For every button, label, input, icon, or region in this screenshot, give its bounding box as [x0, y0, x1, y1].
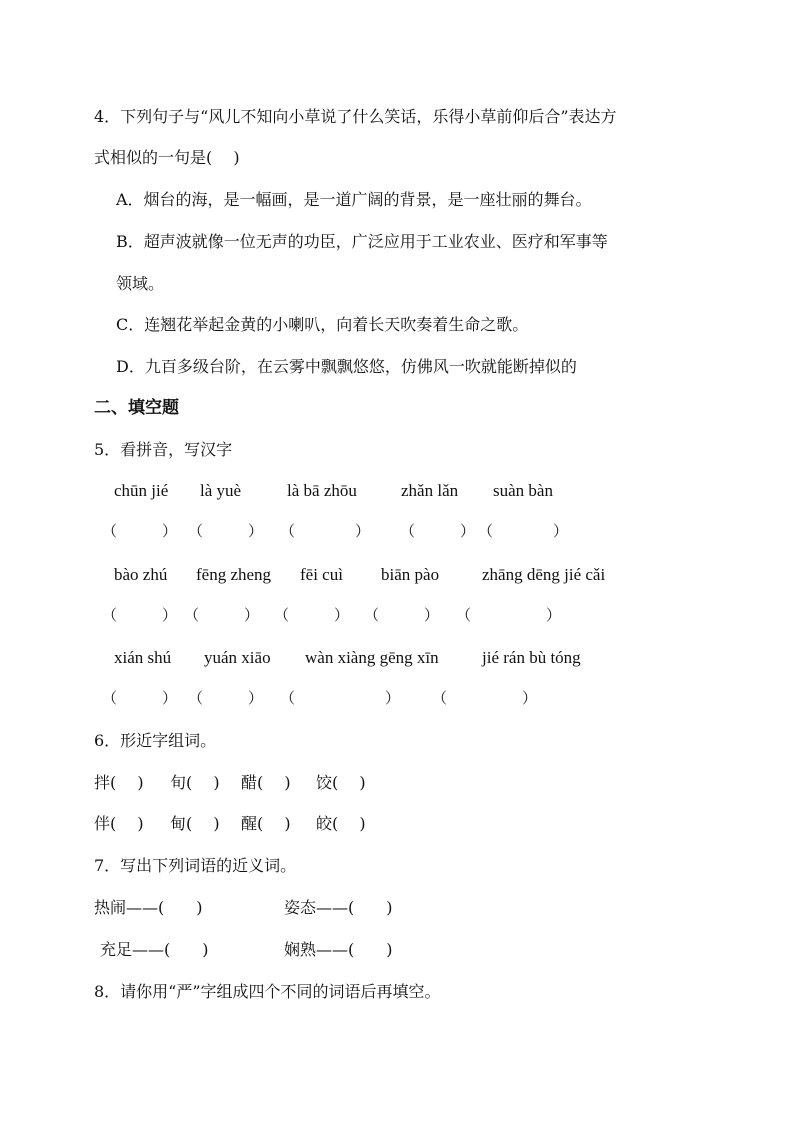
similar-char-item[interactable]: 伴( ) — [94, 814, 144, 833]
section-heading: 二、填空题 — [94, 398, 179, 418]
similar-char-item[interactable]: 皎( ) — [316, 814, 366, 833]
q4-stem-line1: 4．下列句子与“风儿不知向小草说了什么笑话，乐得小草前仰后合”表达方 — [94, 107, 617, 126]
pinyin-item: bào zhú — [114, 565, 168, 584]
answer-blank[interactable]: （ ） — [102, 608, 178, 624]
answer-blank[interactable]: （ ） — [188, 524, 264, 540]
answer-blank[interactable]: （ ） — [432, 691, 538, 707]
pinyin-item: là yuè — [200, 481, 242, 500]
answer-blank[interactable]: （ ） — [478, 524, 569, 540]
q4-stem-line2: 式相似的一句是( ) — [94, 148, 240, 167]
q4-option-d: D．九百多级台阶，在云雾中飘飘悠悠，仿佛风一吹就能断掉似的 — [116, 357, 577, 376]
answer-blank[interactable]: （ ） — [184, 608, 260, 624]
answer-blank[interactable]: （ ） — [102, 524, 178, 540]
synonym-item[interactable]: 充足——( ) — [100, 940, 209, 959]
pinyin-item: zhǎn lǎn — [401, 481, 459, 500]
answer-blank[interactable]: （ ） — [400, 524, 476, 540]
q8-title: 8．请你用“严”字组成四个不同的词语后再填空。 — [94, 982, 441, 1001]
q5-title: 5．看拼音，写汉字 — [94, 440, 233, 459]
similar-char-item[interactable]: 拌( ) — [94, 773, 144, 792]
q4-option-a: A．烟台的海，是一幅画，是一道广阔的背景，是一座壮丽的舞台。 — [116, 190, 592, 209]
similar-char-item[interactable]: 饺( ) — [316, 773, 366, 792]
pinyin-item: chūn jié — [114, 481, 169, 500]
answer-blank[interactable]: （ ） — [456, 608, 562, 624]
q4-option-c: C．连翘花举起金黄的小喇叭，向着长天吹奏着生命之歌。 — [116, 315, 529, 334]
q4-option-b-line2: 领域。 — [116, 274, 165, 293]
pinyin-item: jié rán bù tóng — [482, 648, 581, 667]
answer-blank[interactable]: （ ） — [274, 608, 350, 624]
answer-blank[interactable]: （ ） — [280, 691, 401, 707]
pinyin-item: là bā zhōu — [287, 481, 357, 500]
answer-blank[interactable]: （ ） — [188, 691, 264, 707]
pinyin-item: suàn bàn — [493, 481, 553, 500]
pinyin-item: xián shú — [114, 648, 172, 667]
q4-option-b-line1: B．超声波就像一位无声的功臣，广泛应用于工业农业、医疗和军事等 — [116, 232, 608, 251]
synonym-item[interactable]: 姿态——( ) — [284, 898, 393, 917]
pinyin-item: fēng zheng — [196, 565, 272, 584]
answer-blank[interactable]: （ ） — [280, 524, 371, 540]
pinyin-item: wàn xiàng gēng xīn — [305, 648, 439, 667]
pinyin-item: yuán xiāo — [204, 648, 271, 667]
pinyin-item: biān pào — [381, 565, 440, 584]
similar-char-item[interactable]: 甸( ) — [170, 814, 220, 833]
synonym-item[interactable]: 娴熟——( ) — [284, 940, 393, 959]
pinyin-item: zhāng dēng jié cǎi — [482, 565, 606, 584]
similar-char-item[interactable]: 旬( ) — [170, 773, 220, 792]
answer-blank[interactable]: （ ） — [364, 608, 440, 624]
q6-title: 6．形近字组词。 — [94, 731, 217, 750]
synonym-item[interactable]: 热闹——( ) — [94, 898, 203, 917]
similar-char-item[interactable]: 醋( ) — [241, 773, 291, 792]
answer-blank[interactable]: （ ） — [102, 691, 178, 707]
q7-title: 7．写出下列词语的近义词。 — [94, 856, 297, 875]
pinyin-item: fēi cuì — [300, 565, 343, 584]
similar-char-item[interactable]: 醒( ) — [241, 814, 291, 833]
